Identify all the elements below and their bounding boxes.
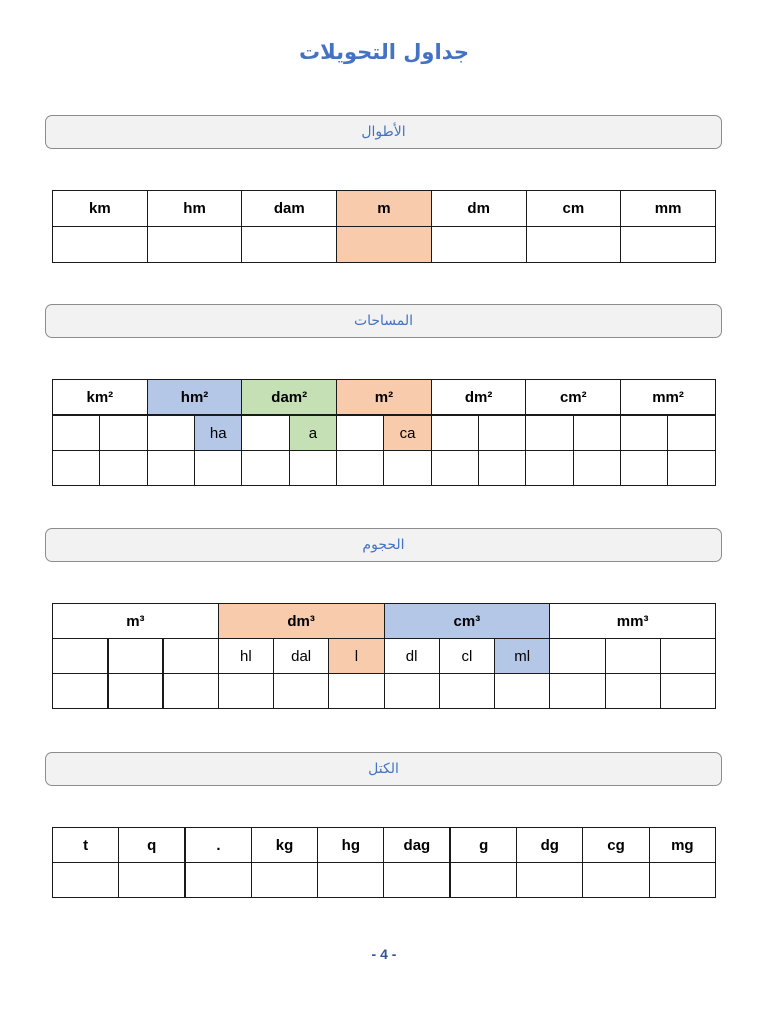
sub-unit-l: l — [329, 639, 384, 674]
sub-unit-dal: dal — [274, 639, 329, 674]
entry-cell — [517, 863, 583, 898]
sub-unit-cell — [147, 415, 194, 451]
entry-cell — [147, 451, 194, 486]
header-t: t — [53, 828, 119, 863]
header-q: q — [119, 828, 185, 863]
sub-unit-cell — [573, 415, 620, 451]
sub-unit-cell — [53, 639, 108, 674]
header-dm3: dm³ — [218, 604, 384, 639]
section-label-volumes: الحجوم — [362, 537, 405, 553]
sub-unit-ml: ml — [495, 639, 550, 674]
entry-cell — [431, 451, 478, 486]
masses-entry-row — [53, 863, 716, 898]
entry-cell — [185, 863, 251, 898]
entry-cell — [439, 674, 494, 709]
entry-cell — [479, 451, 526, 486]
sub-unit-ca: ca — [384, 415, 431, 451]
header-dam2: dam² — [242, 380, 337, 416]
sub-unit-cell — [550, 639, 605, 674]
header-mm3: mm³ — [550, 604, 716, 639]
entry-cell — [100, 451, 147, 486]
sub-unit-cell — [242, 415, 289, 451]
header-hg: hg — [318, 828, 384, 863]
sub-unit-cl: cl — [439, 639, 494, 674]
lengths-entry-row — [53, 227, 716, 263]
areas-entry-row — [53, 451, 716, 486]
header-dot: . — [185, 828, 251, 863]
sub-unit-hl: hl — [218, 639, 273, 674]
header-mm: mm — [621, 191, 716, 227]
section-bar-areas — [45, 304, 722, 338]
header-km: km — [53, 191, 148, 227]
entry-cell — [108, 674, 163, 709]
header-mm2: mm² — [621, 380, 716, 416]
entry-cell — [526, 451, 573, 486]
header-cm2: cm² — [526, 380, 621, 416]
entry-cell — [242, 227, 337, 263]
sub-unit-cell — [605, 639, 660, 674]
entry-cell — [621, 227, 716, 263]
entry-cell — [242, 451, 289, 486]
header-dm2: dm² — [431, 380, 526, 416]
entry-cell — [318, 863, 384, 898]
section-bar-masses — [45, 752, 722, 786]
lengths-table — [52, 190, 716, 263]
masses-header-row — [53, 828, 716, 863]
areas-table — [52, 379, 716, 486]
volumes-table — [52, 603, 716, 709]
entry-cell — [218, 674, 273, 709]
entry-cell — [649, 863, 715, 898]
header-km2: km² — [53, 380, 148, 416]
header-cg: cg — [583, 828, 649, 863]
entry-cell — [550, 674, 605, 709]
header-g: g — [450, 828, 516, 863]
header-cm3: cm³ — [384, 604, 550, 639]
sub-unit-cell — [621, 415, 668, 451]
entry-cell — [119, 863, 185, 898]
header-hm: hm — [147, 191, 242, 227]
entry-cell — [53, 227, 148, 263]
entry-cell — [195, 451, 242, 486]
section-label-masses: الكتل — [368, 761, 399, 777]
entry-cell — [337, 451, 384, 486]
header-dam: dam — [242, 191, 337, 227]
sub-unit-cell — [53, 415, 100, 451]
section-bar-volumes — [45, 528, 722, 562]
sub-unit-cell — [163, 639, 218, 674]
sub-unit-cell — [660, 639, 715, 674]
entry-cell — [621, 451, 668, 486]
entry-cell — [526, 227, 621, 263]
entry-cell — [384, 451, 431, 486]
entry-cell — [274, 674, 329, 709]
section-label-areas: المساحات — [353, 313, 414, 329]
header-dm: dm — [431, 191, 526, 227]
entry-cell — [329, 674, 384, 709]
entry-cell — [431, 227, 526, 263]
entry-cell — [605, 674, 660, 709]
section-label-lengths: الأطوال — [361, 124, 406, 140]
volumes-sub-unit-row — [53, 639, 716, 674]
sub-unit-cell — [479, 415, 526, 451]
entry-cell — [53, 674, 108, 709]
page-title: جداول التحويلات — [299, 40, 469, 64]
header-m3: m³ — [53, 604, 219, 639]
entry-cell — [450, 863, 516, 898]
entry-cell — [163, 674, 218, 709]
header-cm: cm — [526, 191, 621, 227]
entry-cell — [583, 863, 649, 898]
entry-cell — [668, 451, 716, 486]
entry-cell — [147, 227, 242, 263]
header-dg: dg — [517, 828, 583, 863]
entry-cell — [337, 227, 432, 263]
entry-cell — [660, 674, 715, 709]
sub-unit-cell — [431, 415, 478, 451]
sub-unit-ha: ha — [195, 415, 242, 451]
header-kg: kg — [251, 828, 317, 863]
header-mg: mg — [649, 828, 715, 863]
sub-unit-dl: dl — [384, 639, 439, 674]
entry-cell — [573, 451, 620, 486]
volumes-entry-row — [53, 674, 716, 709]
entry-cell — [251, 863, 317, 898]
sub-unit-a: a — [289, 415, 336, 451]
page-number: - 4 - — [371, 946, 397, 962]
masses-table — [52, 827, 716, 898]
entry-cell — [53, 863, 119, 898]
entry-cell — [495, 674, 550, 709]
entry-cell — [289, 451, 336, 486]
sub-unit-cell — [108, 639, 163, 674]
header-dag: dag — [384, 828, 450, 863]
entry-cell — [384, 863, 450, 898]
entry-cell — [384, 674, 439, 709]
header-hm2: hm² — [147, 380, 242, 416]
header-m2: m² — [337, 380, 432, 416]
lengths-header-row — [53, 191, 716, 227]
sub-unit-cell — [100, 415, 147, 451]
section-bar-lengths — [45, 115, 722, 149]
sub-unit-cell — [668, 415, 716, 451]
header-m: m — [337, 191, 432, 227]
areas-sub-unit-row — [53, 415, 716, 451]
sub-unit-cell — [337, 415, 384, 451]
entry-cell — [53, 451, 100, 486]
areas-header-row — [53, 380, 716, 416]
sub-unit-cell — [526, 415, 573, 451]
volumes-header-row — [53, 604, 716, 639]
